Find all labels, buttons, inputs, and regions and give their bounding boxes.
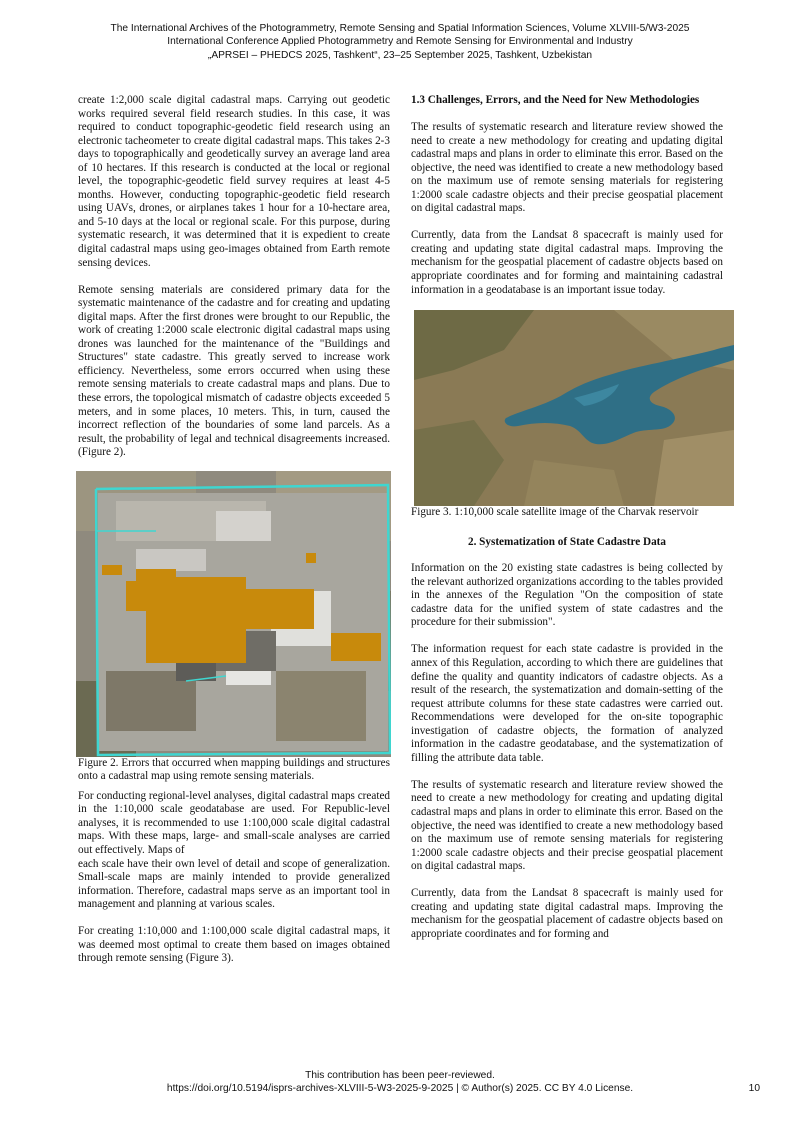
right-paragraph-1: The results of systematic research and literature review showed the need to create a new methodology for creating and updating digital cadastral maps and plans in order to eliminate this error. Based on the objective, the need was identified to create a new methodology based on the maximum use of remote sensing materials for registering 1:2000 scale cadastre objects and their precise geospatial placement on digital cadastral maps. <box>411 121 723 215</box>
left-paragraph-3b: each scale have their own level of detail and scope of generalization. Small-scale maps are mainly intended to provide generalized information. Therefore, cadastral maps serve as an important tool in management and planning at various scales. <box>78 857 390 911</box>
page-number: 10 <box>748 1083 760 1095</box>
section-2-title: 2. Systematization of State Cadastre Data <box>467 535 667 548</box>
footer-doi-license: https://doi.org/10.5194/isprs-archives-XLVIII-5-W3-2025-9-2025 | © Author(s) 2025. CC BY 4.0 License. <box>166 1083 634 1095</box>
figure-2-aerial-image <box>76 471 391 757</box>
right-paragraph-5: The results of systematic research and literature review showed the need to create a new methodology for creating and updating digital cadastral maps and plans in order to eliminate this error. Based on the objective, the need was identified to create a new methodology based on the maximum use of remote sensing materials for registering 1:2000 scale cadastre objects and their precise geospatial placement on digital cadastral maps. <box>411 778 723 873</box>
left-paragraph-3: For conducting regional-level analyses, digital cadastral maps created in the 1:10,000 scale geodatabase are used. For Republic-level analyses, it is recommended to use 1:100,000 scale digital cadastral maps. With these maps, large- and small-scale analyses are carried out effectively. Maps of <box>78 789 390 856</box>
left-paragraph-1: create 1:2,000 scale digital cadastral maps. Carrying out geodetic works required several field research studies. In this case, it was required to conduct topographic-geodetic field research using an electronic tacheometer to create digital cadastral maps. This takes 2-3 days to topographically and geodetically survey an average land area of 10 hectares. If this research is conducted at the local or regional level, the topographic-geodetic field survey requires at least 4-5 months. However, conducting topographic-geodetic field research using UAVs, drones, or airplanes takes 1 hour for a 10-hectare area, and 5-10 days at the local or regional scale. For this purpose, during systematic research, it was determined that it is expedient to create digital cadastral maps using geo-images obtained from Earth remote sensing devices. <box>78 94 390 269</box>
left-paragraph-4: For creating 1:10,000 and 1:100,000 scale digital cadastral maps, it was deemed most optimal to create them based on images obtained through remote sensing (Figure 3). <box>78 925 390 965</box>
left-column <box>78 94 390 966</box>
header-line-2: International Conference Applied Photogrammetry and Remote Sensing for Environmental and Industry <box>167 36 633 48</box>
right-paragraph-4: The information request for each state cadastre is provided in the annex of this Regulation, according to which there are guidelines that define the quality and quantity indicators of cadastre objects. As a result of the research, the systematization and domain-setting of the request attribute columns for these state cadastres were carried out. Recommendations were developed for the on-site topographic investigation of cadastre objects, the formation of analyzed information in the cadastre geodatabase, and the systematization of filling the attribute data table. <box>411 643 723 764</box>
footer-peer-review: This contribution has been peer-reviewed. <box>305 1070 495 1081</box>
figure-3-caption: Figure 3. 1:10,000 scale satellite image of the Charvak reservoir <box>411 506 699 519</box>
aerial-cadastre-image <box>76 471 391 757</box>
right-column <box>411 94 723 941</box>
right-paragraph-3: Information on the 20 existing state cadastres is being collected by the relevant authorized organizations according to the tables provided in the annexes of the Regulation "On the composition of state cadastre data for the unified system of state cadastres and the procedure for their submission". <box>411 562 723 629</box>
figure-2-caption: Figure 2. Errors that occurred when mapping buildings and structures onto a cadastral map using remote sensing materials. <box>78 756 390 783</box>
left-paragraph-2: Remote sensing materials are considered primary data for the systematic maintenance of the cadastre and for creating and updating digital maps. After the first drones were brought to our Republic, the work of creating 1:2000 scale electronic digital cadastral maps using drones was launched for the maintenance of the "Buildings and Structures" state cadastre. This greatly served to increase work efficiency. Nevertheless, some errors occurred when using these remote sensing materials to create cadastral maps and plans. Due to these errors, the topological mismatch of cadastre objects exceeded 5 meters, and in some places, 10 meters. This, in turn, caused the incorrect reflection of the boundaries of some land parcels. As a result, the probability of legal and technical disagreements increased. (Figure 2). <box>78 283 390 459</box>
right-paragraph-6: Currently, data from the Landsat 8 spacecraft is mainly used for creating and updating state digital cadastral maps. Improving the mechanism for the geospatial placement of cadastre objects based on appropriate coordinates and for forming and <box>411 887 723 940</box>
header-line-1: The International Archives of the Photogrammetry, Remote Sensing and Spatial Information Sciences, Volume XLVIII-5/W3-2025 <box>110 23 690 34</box>
charvak-reservoir-image <box>414 310 734 506</box>
section-1-3-title: 1.3 Challenges, Errors, and the Need for New Methodologies <box>411 94 700 106</box>
running-header <box>40 22 760 62</box>
header-line-3: „APRSEI – PHEDCS 2025, Tashkent“, 23–25 September 2025, Tashkent, Uzbekistan <box>207 49 593 61</box>
right-paragraph-2: Currently, data from the Landsat 8 spacecraft is mainly used for creating and updating state digital cadastral maps. Improving the mechanism for the geospatial placement of cadastre objects based on appropriate coordinates and for forming and maintaining cadastral information in a geodatabase is an important issue today. <box>411 229 723 296</box>
page-footer <box>40 1069 760 1096</box>
figure-3-satellite-image <box>414 310 734 506</box>
